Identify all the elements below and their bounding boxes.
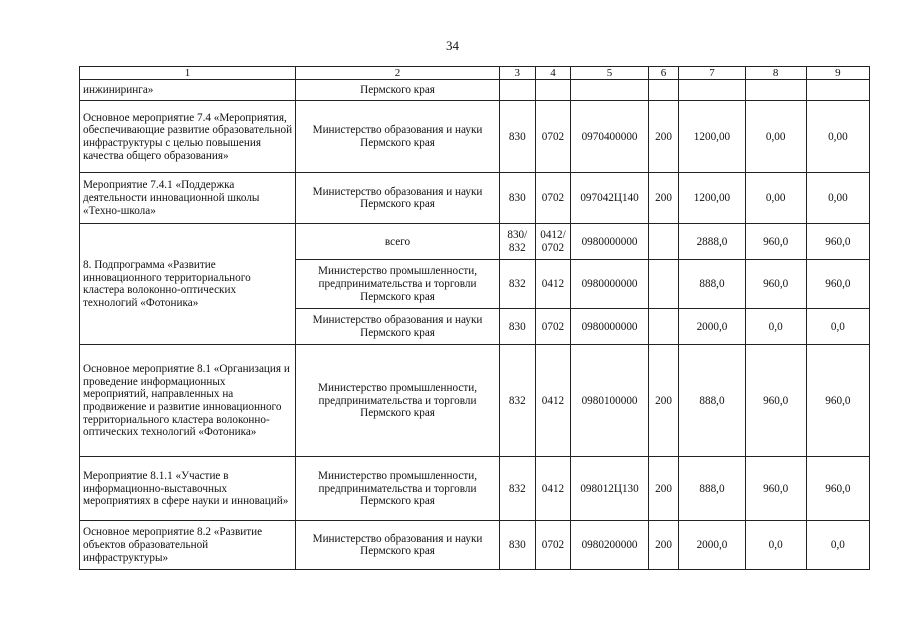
row-csr: 0970400000 bbox=[571, 101, 648, 173]
row-section: 0412 bbox=[535, 260, 571, 309]
row-agency: Министерство промышленности, предпринимательства и торговли Пермского края bbox=[296, 345, 500, 457]
row-name: инжиниринга» bbox=[80, 80, 296, 101]
row-agency: Пермского края bbox=[296, 80, 500, 101]
row-value-9: 0,0 bbox=[806, 521, 869, 570]
row-vr: 200 bbox=[648, 457, 679, 521]
header-cell: 9 bbox=[806, 67, 869, 80]
row-csr: 0980100000 bbox=[571, 345, 648, 457]
row-name: Основное мероприятие 7.4 «Мероприятия, обеспечивающие развитие образовательной инфраструктуры с целью повышения качества общего образования» bbox=[80, 101, 296, 173]
table-header-row bbox=[80, 67, 870, 80]
row-csr: 0980000000 bbox=[571, 224, 648, 260]
row-value-9: 960,0 bbox=[806, 224, 869, 260]
row-name: Мероприятие 7.4.1 «Поддержка деятельности инновационной школы «Техно-школа» bbox=[80, 173, 296, 224]
row-agency: Министерство образования и науки Пермского края bbox=[296, 101, 500, 173]
row-section: 0702 bbox=[535, 101, 571, 173]
row-agency: всего bbox=[296, 224, 500, 260]
table-row bbox=[80, 80, 870, 101]
row-value-8: 960,0 bbox=[745, 345, 806, 457]
row-value-9: 0,00 bbox=[806, 173, 869, 224]
row-vr bbox=[648, 224, 679, 260]
table-row bbox=[80, 224, 870, 260]
row-value-8: 0,00 bbox=[745, 101, 806, 173]
row-name: Мероприятие 8.1.1 «Участие в информационно-выставочных мероприятиях в сфере науки и инноваций» bbox=[80, 457, 296, 521]
row-value-8: 0,0 bbox=[745, 521, 806, 570]
row-grbs bbox=[499, 80, 535, 101]
row-value-7 bbox=[679, 80, 745, 101]
row-grbs: 830/ 832 bbox=[499, 224, 535, 260]
row-vr bbox=[648, 260, 679, 309]
row-value-7: 888,0 bbox=[679, 457, 745, 521]
row-section bbox=[535, 80, 571, 101]
row-agency: Министерство промышленности, предпринимательства и торговли Пермского края bbox=[296, 457, 500, 521]
header-cell: 5 bbox=[571, 67, 648, 80]
row-agency: Министерство образования и науки Пермского края bbox=[296, 173, 500, 224]
row-grbs: 832 bbox=[499, 260, 535, 309]
row-grbs: 830 bbox=[499, 521, 535, 570]
row-vr: 200 bbox=[648, 173, 679, 224]
row-csr: 0980000000 bbox=[571, 309, 648, 345]
table-row bbox=[80, 457, 870, 521]
row-agency: Министерство образования и науки Пермского края bbox=[296, 309, 500, 345]
row-value-7: 2000,0 bbox=[679, 521, 745, 570]
table-row bbox=[80, 101, 870, 173]
row-value-8: 0,00 bbox=[745, 173, 806, 224]
row-value-7: 888,0 bbox=[679, 260, 745, 309]
header-cell: 8 bbox=[745, 67, 806, 80]
row-value-9: 960,0 bbox=[806, 345, 869, 457]
row-section: 0412/ 0702 bbox=[535, 224, 571, 260]
row-vr bbox=[648, 309, 679, 345]
table-row bbox=[80, 345, 870, 457]
header-cell: 1 bbox=[80, 67, 296, 80]
row-grbs: 830 bbox=[499, 101, 535, 173]
row-section: 0702 bbox=[535, 173, 571, 224]
row-value-8: 960,0 bbox=[745, 224, 806, 260]
row-section: 0412 bbox=[535, 345, 571, 457]
row-name: Основное мероприятие 8.2 «Развитие объектов образовательной инфраструктуры» bbox=[80, 521, 296, 570]
page-number: 34 bbox=[446, 38, 459, 53]
row-value-9 bbox=[806, 80, 869, 101]
row-value-7: 888,0 bbox=[679, 345, 745, 457]
header-cell: 4 bbox=[535, 67, 571, 80]
row-value-8: 960,0 bbox=[745, 260, 806, 309]
row-vr bbox=[648, 80, 679, 101]
table-row bbox=[80, 521, 870, 570]
row-value-7: 1200,00 bbox=[679, 173, 745, 224]
row-value-7: 2000,0 bbox=[679, 309, 745, 345]
row-grbs: 830 bbox=[499, 173, 535, 224]
row-vr: 200 bbox=[648, 521, 679, 570]
row-value-9: 0,00 bbox=[806, 101, 869, 173]
row-csr: 097042Ц140 bbox=[571, 173, 648, 224]
row-csr bbox=[571, 80, 648, 101]
row-value-7: 2888,0 bbox=[679, 224, 745, 260]
row-grbs: 832 bbox=[499, 457, 535, 521]
row-value-8: 960,0 bbox=[745, 457, 806, 521]
row-value-9: 960,0 bbox=[806, 457, 869, 521]
row-csr: 098012Ц130 bbox=[571, 457, 648, 521]
row-agency: Министерство промышленности, предпринимательства и торговли Пермского края bbox=[296, 260, 500, 309]
row-vr: 200 bbox=[648, 101, 679, 173]
row-section: 0702 bbox=[535, 521, 571, 570]
row-value-9: 0,0 bbox=[806, 309, 869, 345]
row-value-7: 1200,00 bbox=[679, 101, 745, 173]
row-vr: 200 bbox=[648, 345, 679, 457]
table-row bbox=[80, 173, 870, 224]
row-section: 0412 bbox=[535, 457, 571, 521]
row-grbs: 830 bbox=[499, 309, 535, 345]
row-name: Основное мероприятие 8.1 «Организация и проведение информационных мероприятий, направленных на продвижение и развитие инновационного территориального кластера волоконно-оптических технологий «Фотоника» bbox=[80, 345, 296, 457]
budget-table bbox=[79, 66, 870, 570]
row-csr: 0980000000 bbox=[571, 260, 648, 309]
header-cell: 6 bbox=[648, 67, 679, 80]
row-value-8: 0,0 bbox=[745, 309, 806, 345]
row-agency: Министерство образования и науки Пермского края bbox=[296, 521, 500, 570]
header-cell: 3 bbox=[499, 67, 535, 80]
header-cell: 7 bbox=[679, 67, 745, 80]
row-value-9: 960,0 bbox=[806, 260, 869, 309]
row-grbs: 832 bbox=[499, 345, 535, 457]
header-cell: 2 bbox=[296, 67, 500, 80]
subprogram-name: 8. Подпрограмма «Развитие инновационного территориального кластера волоконно-оптических технологий «Фотоника» bbox=[80, 224, 296, 345]
row-section: 0702 bbox=[535, 309, 571, 345]
row-value-8 bbox=[745, 80, 806, 101]
row-csr: 0980200000 bbox=[571, 521, 648, 570]
